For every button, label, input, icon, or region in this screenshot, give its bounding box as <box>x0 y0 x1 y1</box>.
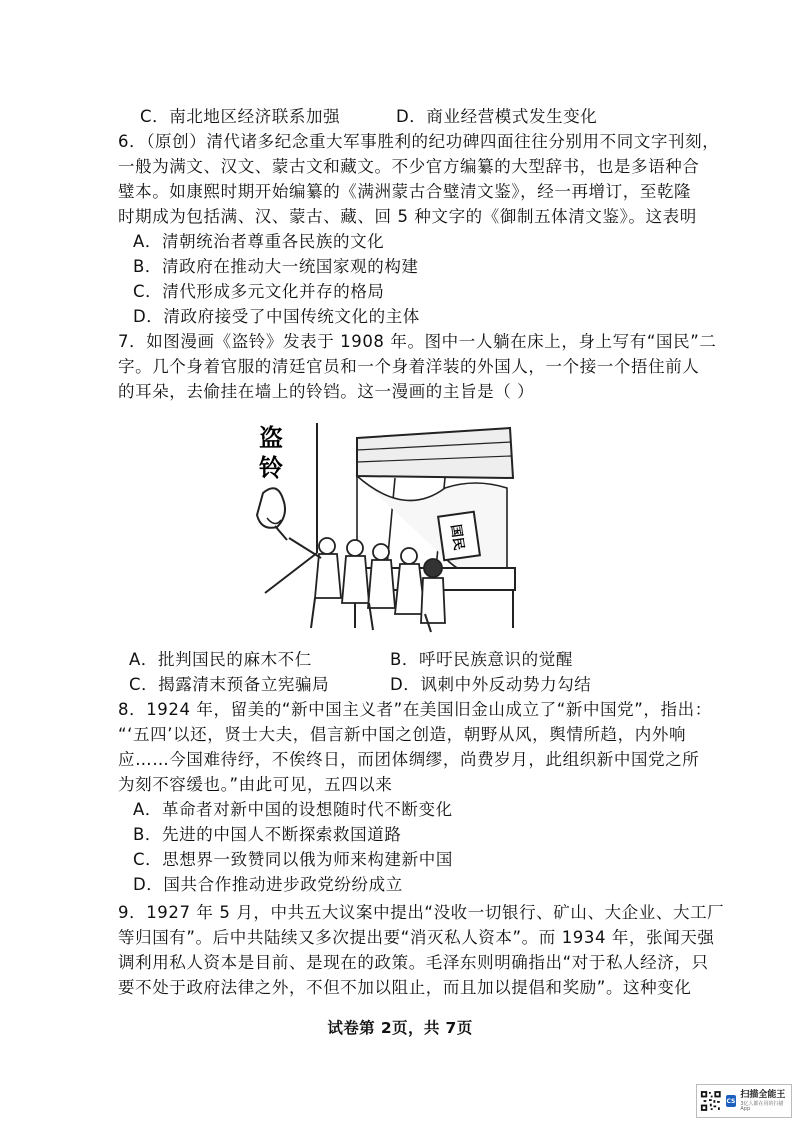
q7-option-a: A．批判国民的麻木不仁 <box>129 650 312 669</box>
q8-option-a: A．革命者对新中国的设想随时代不断变化 <box>133 800 453 819</box>
q7-line-1: 7．如图漫画《盗铃》发表于 1908 年。图中一人躺在床上，身上写有“国民”二 <box>118 332 717 351</box>
q7-option-c: C．揭露清末预备立宪骗局 <box>129 675 330 694</box>
cartoon-body-label: 国民 <box>447 523 466 552</box>
scanner-badge <box>696 1084 792 1118</box>
cartoon-illustration <box>245 418 520 638</box>
camscanner-logo-icon: CS <box>726 1095 737 1107</box>
q7-option-d: D．讽刺中外反动势力勾结 <box>390 675 592 694</box>
q9-line-3: 调利用私人资本是目前、是现在的政策。毛泽东则明确指出“对于私人经济，只 <box>118 953 709 972</box>
page-footer: 试卷第 2页，共 7页 <box>327 1019 473 1037</box>
q7-line-2: 字。几个身着官服的清廷官员和一个身着洋装的外国人，一个接一个捂住前人 <box>118 357 700 376</box>
cartoon-daoling <box>245 418 520 638</box>
q6-option-a: A．清朝统治者尊重各民族的文化 <box>133 232 385 251</box>
q8-line-3: 应……今国难待纾，不俟终日，而团体绸缪，尚费岁月，此组织新中国党之所 <box>118 750 700 769</box>
scanner-badge-subtitle: 3亿人都在用的扫描App <box>740 1100 784 1112</box>
q7-option-b: B．呼吁民族意识的觉醒 <box>390 650 573 669</box>
cartoon-title-char-1: 盗 <box>259 424 283 452</box>
scanner-badge-title: 扫描全能王 <box>740 1089 786 1100</box>
q9-line-1: 9．1927 年 5 月，中共五大议案中提出“没收一切银行、矿山、大企业、大工厂 <box>118 903 725 922</box>
q6-line-4: 时期成为包括满、汉、蒙古、藏、回 5 种文字的《御制五体清文鉴》。这表明 <box>118 207 697 226</box>
q8-line-4: 为刻不容缓也。”由此可见，五四以来 <box>118 775 393 794</box>
q7-line-3: 的耳朵，去偷挂在墙上的铃铛。这一漫画的主旨是（ ） <box>118 382 535 401</box>
q6-line-2: 一般为满文、汉文、蒙古文和藏文。不少官方编纂的大型辞书，也是多语种合 <box>118 157 700 176</box>
q6-line-1: 6．（原创）清代诸多纪念重大军事胜利的纪功碑四面往往分别用不同文字刊刻， <box>118 132 720 151</box>
q5-option-d: D．商业经营模式发生变化 <box>396 107 598 126</box>
q8-option-d: D．国共合作推动进步政党纷纷成立 <box>133 875 403 894</box>
qr-code-icon <box>700 1089 722 1113</box>
q8-option-c: C．思想界一致赞同以俄为师来构建新中国 <box>133 850 453 869</box>
q9-line-2: 等归国有”。后中共陆续又多次提出要“消灭私人资本”。而 1934 年，张闻天强 <box>118 928 715 947</box>
q6-option-c: C．清代形成多元文化并存的格局 <box>133 282 385 301</box>
q9-line-4: 要不处于政府法律之外，不但不加以阻止，而且加以提倡和奖励”。这种变化 <box>118 978 692 997</box>
q6-option-d: D．清政府接受了中国传统文化的主体 <box>133 307 420 326</box>
q5-option-c: C．南北地区经济联系加强 <box>140 107 341 126</box>
q8-option-b: B．先进的中国人不断探索救国道路 <box>133 825 402 844</box>
q6-option-b: B．清政府在推动大一统国家观的构建 <box>133 257 419 276</box>
q6-line-3: 璧本。如康熙时期开始编纂的《满洲蒙古合璧清文鉴》，经一再增订，至乾隆 <box>118 182 692 201</box>
cartoon-title-char-2: 铃 <box>259 454 283 482</box>
q8-line-2: “‘五四’以还，贤士大夫，倡言新中国之创造，朝野从风，舆情所趋，内外响 <box>118 725 687 744</box>
q8-line-1: 8．1924 年，留美的“新中国主义者”在美国旧金山成立了“新中国党”，指出： <box>118 700 712 719</box>
